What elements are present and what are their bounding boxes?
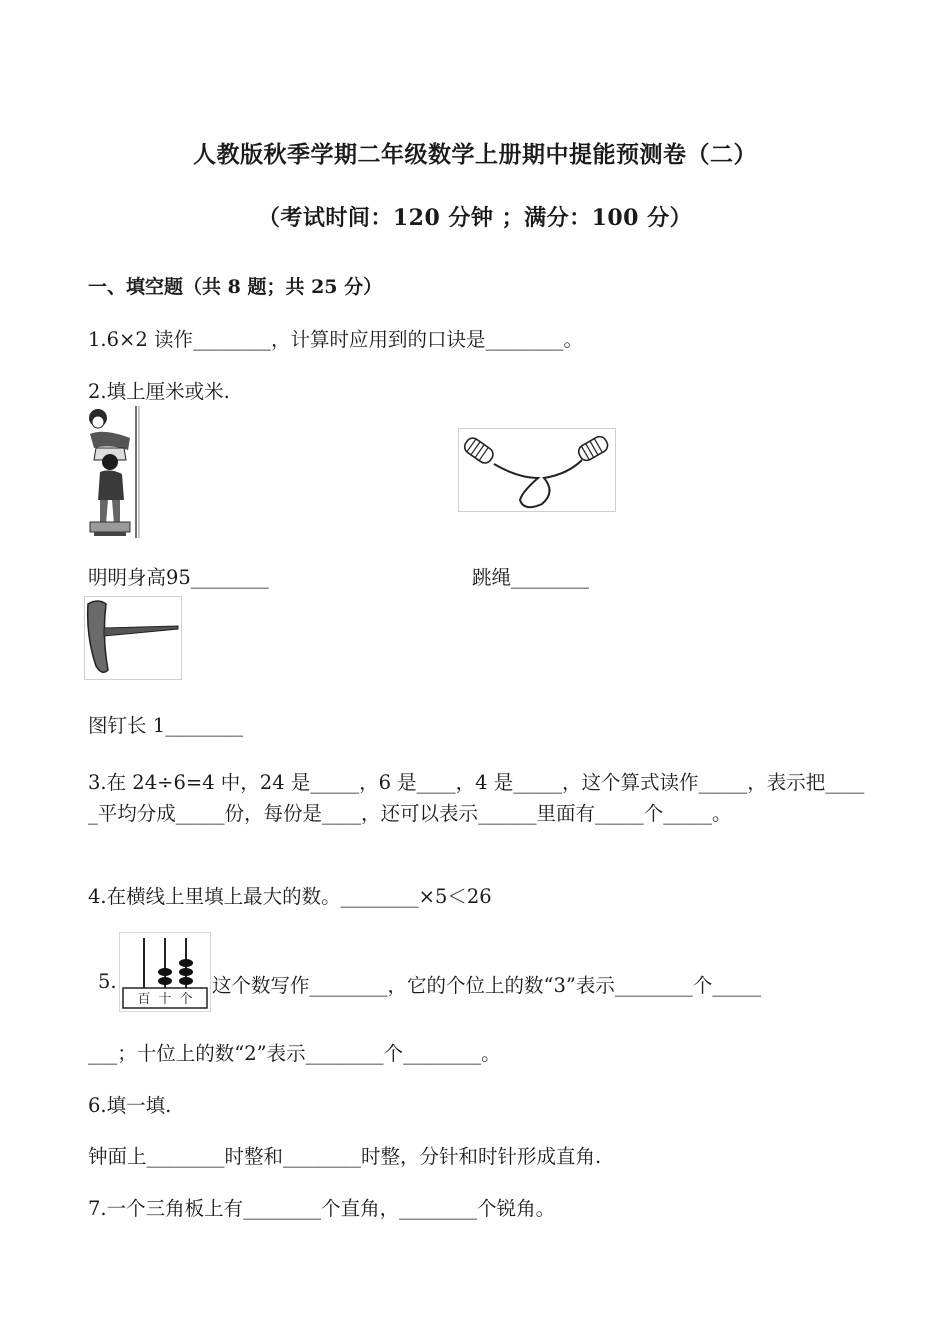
question-1: 1.6×2 读作________，计算时应用到的口诀是________。 [88, 328, 583, 351]
question-7: 7.一个三角板上有________个直角，________个锐角。 [88, 1197, 556, 1220]
question-2-intro: 2.填上厘米或米. [88, 380, 230, 403]
question-5-line-1: 这个数写作________，它的个位上的数“3”表示________个_____ [212, 974, 762, 997]
section-heading: 一、填空题（共 8 题；共 25 分） [88, 276, 383, 298]
question-6-intro: 6.填一填. [88, 1094, 172, 1117]
abacus-label-ones: 个 [179, 992, 193, 1007]
abacus-label-tens: 十 [158, 992, 172, 1007]
question-6-body: 钟面上________时整和________时整，分针和时针形成直角. [88, 1145, 602, 1168]
page-title: 人教版秋季学期二年级数学上册期中提能预测卷（二） [193, 141, 757, 168]
question-3: 3.在 24÷6=4 中，24 是_____，6 是____，4 是_____，这个算式读作_____，表示把_____平均分成_____份，每份是____，还可以表示______里面有_____个_____。 [88, 771, 865, 825]
child-height-measure-icon [84, 404, 142, 540]
question-4: 4.在横线上里填上最大的数。________×5＜26 [88, 885, 492, 908]
question-5-number: 5. [98, 970, 117, 993]
question-5-line-2: ___；十位上的数“2”表示________个________。 [88, 1042, 501, 1065]
jump-rope-icon [458, 428, 616, 512]
question-2-pin-label: 图钉长 1________ [88, 714, 244, 737]
abacus-icon [119, 932, 211, 1012]
thumbtack-icon [84, 596, 182, 680]
exam-subtitle: （考试时间：120 分钟 ；满分：100 分） [257, 205, 693, 231]
question-2-height-label: 明明身高95________ [88, 566, 269, 589]
question-2-rope-label: 跳绳________ [472, 566, 590, 589]
abacus-label-hundreds: 百 [137, 992, 151, 1007]
